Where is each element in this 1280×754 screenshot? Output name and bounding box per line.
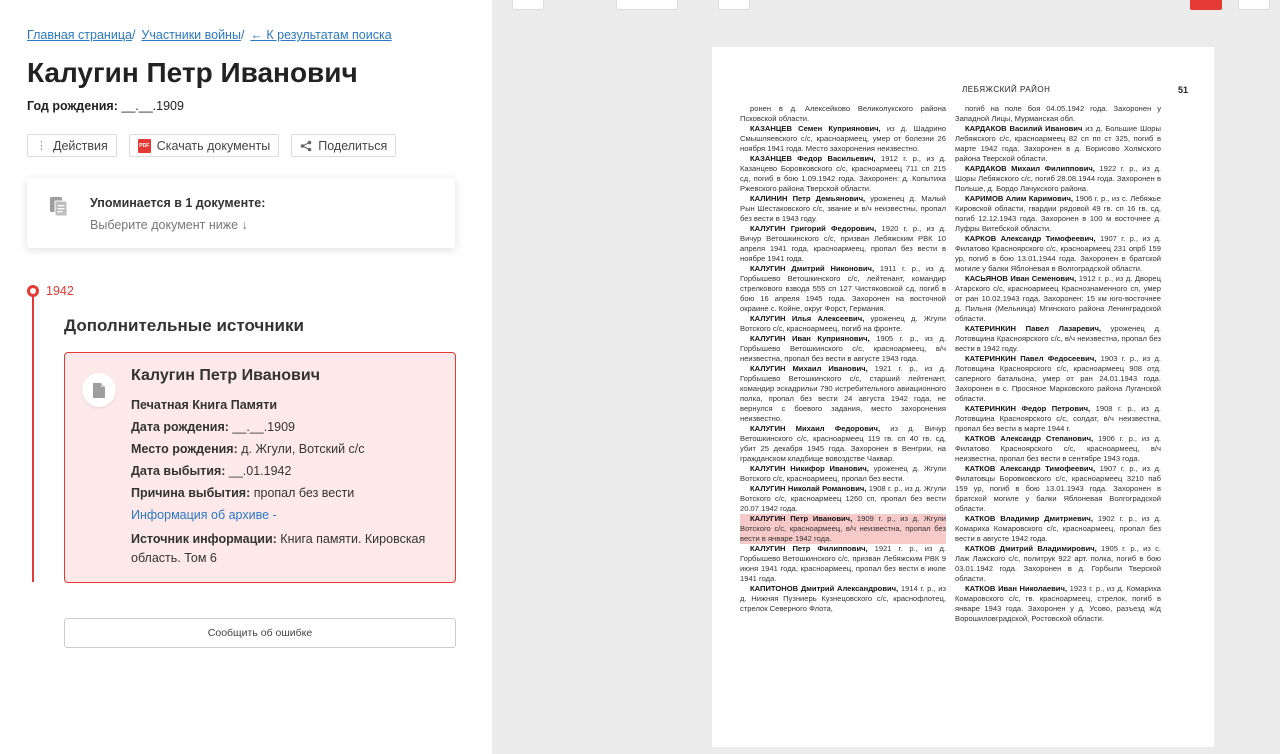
document-right-column — [955, 104, 1161, 624]
record-birth-date — [131, 420, 295, 434]
birth-year-value: __.__.1909 — [117, 99, 184, 113]
document-entry — [740, 584, 946, 614]
entry-text: погиб на поле боя 04.05.1942 года. Захоронен у Западной Лицы, Мурманская обл. — [955, 104, 1161, 123]
document-entry — [740, 424, 946, 464]
birth-place-label: Место рождения: — [131, 442, 238, 456]
document-entry — [740, 544, 946, 584]
viewer-zoom-button[interactable] — [718, 0, 750, 10]
viewer-print-button[interactable] — [1238, 0, 1270, 10]
document-entry — [740, 224, 946, 264]
breadcrumb-home-link[interactable]: Главная страница — [27, 28, 132, 42]
entry-text: 1914 г. р., из д. Нижняя Пузниерь Кузнецовского с/с, краснофлотец, стрелок Северного Флота, — [740, 584, 946, 613]
document-entry — [740, 364, 946, 424]
entry-text: 1920 г. р., из д. Вичур Ветошкинского с/с, призван Лебяжским РВК 10 апреля 1941 года, красноармеец, пропал без вести в ноябре 1941 года. — [740, 224, 946, 263]
document-left-column — [740, 104, 946, 614]
record-departure-reason — [131, 486, 354, 500]
entry-text: 1905 г. р., из д. Горбышево Ветошкинского с/с, красноармеец, в/ч неизвестна, пропал без вести в августе 1943 года. — [740, 334, 946, 363]
viewer-page-input[interactable] — [616, 0, 678, 10]
mentions-title: Упоминается в 1 документе: — [90, 196, 266, 210]
entry-name: КАТКОВ Иван Николаевич, — [965, 584, 1067, 593]
entry-text: 1907 г. р., из д. Филатовцы Боровковского с/с, красноармеец 3210 паб 159 ур, погиб в бою 13.01.1943 года. Захоронен в братской могиле у балки Яблоневая Волгоградской области. — [955, 464, 1162, 513]
entry-text: 1905 г. р., из с. Лаж Лажского с/с, политрук 922 арт. полка, погиб в бою 03.01.1942 года. Захоронен в д. Горбыли Тверской области. — [955, 544, 1162, 583]
timeline-dot — [27, 285, 39, 297]
entry-name: КАТКОВ Александр Степанович, — [965, 434, 1094, 443]
mentions-card — [27, 178, 455, 248]
entry-name: КАРДАКОВ Михаил Филиппович, — [965, 164, 1095, 173]
birth-year — [27, 99, 184, 113]
entry-text: 1903 г. р., из д. Лотовщина Красноярского с/с, красноармеец 908 отд. саперного батальона, умер от ран 24.01.1943 года. Захоронен в с. Просяное Марковского района Луганской области. — [955, 354, 1161, 403]
entry-name: КАТКОВ Дмитрий Владимирович, — [965, 544, 1097, 553]
document-header: ЛЕБЯЖСКИЙ РАЙОН — [962, 85, 1051, 94]
entry-name: КАРДАКОВ Василий Иванович — [965, 124, 1083, 133]
document-icon — [82, 373, 116, 407]
departure-date-label: Дата выбытия: — [131, 464, 226, 478]
entry-text: 1912 г. р., из д. Дворец Атарского с/с, красноармеец Краснознаменного сп, умер от ран 10.02.1943 года. Захоронен: 15 км юго-восточнее д. Пильня (Мельница) Мгинского района Ленинградской области. — [955, 274, 1161, 323]
share-label: Поделиться — [318, 138, 388, 153]
entry-text: уроженец д. Жгули Вотского с/с, красноармеец, пропал без вести. — [740, 464, 946, 483]
document-entry — [955, 164, 1161, 194]
section-title: Дополнительные источники — [64, 316, 304, 335]
entry-text: 1906 г. р., из д. Филатово Красноярского с/с, красноармеец, в/ч неизвестна, пропал без вести в сентябре 1943 года. — [955, 434, 1161, 463]
document-entry — [740, 314, 946, 334]
archive-info-link[interactable]: Информация об архиве - — [131, 508, 277, 522]
birth-place-value: д. Жгули, Вотский с/с — [237, 442, 365, 456]
document-page-number: 51 — [1178, 85, 1189, 95]
entry-name: КАТЕРИНКИН Федор Петрович, — [965, 404, 1091, 413]
entry-text: 1922 г. р., из д. Шоры Лебяжского с/с, погиб 28.08.1944 года. Захоронен в Польше, д. Бордо Лачукского района. — [955, 164, 1161, 193]
entry-name: КАЛУГИН Михаил Федорович, — [750, 424, 881, 433]
entry-name: КАЗАНЦЕВ Федор Васильевич, — [750, 154, 876, 163]
entry-name: КАЛУГИН Петр Иванович, — [750, 514, 853, 523]
documents-icon — [49, 196, 69, 218]
record-info-source — [131, 530, 431, 569]
document-entry — [955, 514, 1161, 544]
document-entry — [955, 124, 1161, 164]
document-entry — [740, 484, 946, 514]
record-birth-place — [131, 442, 365, 456]
document-entry — [955, 584, 1161, 624]
pdf-icon: PDF — [138, 139, 151, 153]
record-name: Калугин Петр Иванович — [131, 367, 320, 384]
info-source-value: Книга памяти. Кировская область. Том 6 — [131, 532, 426, 566]
document-entry — [955, 274, 1161, 324]
action-toolbar — [27, 134, 396, 157]
document-entry — [740, 104, 946, 124]
entry-text: 1906 г. р., из с. Лебяжье Кировской области, гвардии рядовой 49 гв. сп 16 гв. сд, погиб 12.12.1943 года. Захоронен в 100 м восточнее д. Луфры Витебской области. — [955, 194, 1161, 233]
more-vertical-icon: ⋮ — [36, 140, 47, 152]
document-entry — [955, 194, 1161, 234]
entry-text: 1921 г. р., из д. Горбышево Ветошкинского с/с, призван Лебяжским РВК 9 июня 1941 года, красноармеец, пропал без вести в июле 1941 года. — [740, 544, 946, 583]
departure-reason-value: пропал без вести — [250, 486, 355, 500]
entry-name: КАЛУГИН Григорий Федорович, — [750, 224, 877, 233]
entry-name: КАРИМОВ Алим Каримович, — [965, 194, 1074, 203]
viewer-prev-button[interactable] — [512, 0, 544, 10]
page-title: Калугин Петр Иванович — [27, 57, 358, 88]
entry-name: КАТЕРИНКИН Павел Федосеевич, — [965, 354, 1097, 363]
download-label: Скачать документы — [156, 138, 271, 153]
record-departure-date — [131, 464, 291, 478]
document-entry — [740, 464, 946, 484]
entry-name: КАЛУГИН Дмитрий Никонович, — [750, 264, 875, 273]
entry-name: КАЛУГИН Петр Филиппович, — [750, 544, 868, 553]
entry-name: КАТЕРИНКИН Павел Лазаревич, — [965, 324, 1102, 333]
entry-name: КАРКОВ Александр Тимофеевич, — [965, 234, 1096, 243]
entry-text: 1921 г. р., из д. Горбышево Ветошкинского с/с, старший лейтенант, командир эскадрильи 790 истребительного авиационного полка, пропал без вести 24 августа 1942 года, не вернулся с боевого задания, место захоронения неизвестно. — [740, 364, 946, 423]
entry-name: КАЛУГИН Николай Романович, — [750, 484, 867, 493]
entry-text: уроженец д. Малый Рын Шестаковского с/с, звание и в/ч неизвестны, пропал без вести в 1943 году. — [740, 194, 946, 223]
entry-text: 1912 г. р., из д. Казанцево Боровковского с/с, красноармеец 711 сп 215 сд, погиб в бою 1.09.1942 года. Захоронен: д. Копытиха Ржевского района Тверской области. — [740, 154, 946, 193]
mentions-subtitle: Выберите документ ниже ↓ — [90, 218, 248, 232]
entry-name: КАСЬЯНОВ Иван Семенович, — [965, 274, 1077, 283]
entry-name: КАЛУГИН Никифор Иванович, — [750, 464, 869, 473]
departure-reason-label: Причина выбытия: — [131, 486, 251, 500]
report-error-button[interactable]: Сообщить об ошибке — [64, 618, 456, 648]
entry-name: КАТКОВ Владимир Дмитриевич, — [965, 514, 1093, 523]
entry-name: КАЛИНИН Петр Демьянович, — [750, 194, 866, 203]
actions-label: Действия — [53, 138, 108, 153]
entry-text: 1902 г. р., из д. Комариха Комаровского с/с, красноармеец, пропал без вести в августе 1942 года. — [955, 514, 1161, 543]
entry-text: уроженец д. Жгули Вотского с/с, красноармеец, погиб на фронте. — [740, 314, 946, 333]
birth-year-label: Год рождения: — [27, 99, 118, 113]
actions-button[interactable] — [27, 134, 117, 157]
entry-name: КАЛУГИН Иван Куприянович, — [750, 334, 870, 343]
document-entry — [740, 154, 946, 194]
entry-text: 1923 г. р., из д. Комариха Комаровского с/с, гв. красноармеец, стрелок, погиб в январе 1943 года. Захоронен у д. Усово, разъезд ж/д Ворошиловградской, Ростовской области. — [955, 584, 1162, 623]
document-entry — [740, 194, 946, 224]
entry-name: КАПИТОНОВ Дмитрий Александрович, — [750, 584, 899, 593]
entry-name: КАЛУГИН Илья Алексеевич, — [750, 314, 865, 323]
breadcrumb-participants-link[interactable]: Участники войны — [141, 28, 241, 42]
timeline-line — [32, 290, 34, 582]
document-entry — [740, 264, 946, 314]
entry-text: 1908 г. р., из д. Лотовщина Красноярского с/с, солдат, в/ч неизвестна, пропал без вести в марте 1944 г. — [955, 404, 1161, 433]
entry-text: из д. Шадрино Смышляевского с/с, красноармеец, умер от болезни 26 ноября 1941 года. Место захоронения неизвестно. — [740, 124, 946, 153]
back-to-results-link[interactable]: ← К результатам поиска — [250, 28, 392, 42]
record-source-type: Печатная Книга Памяти — [131, 398, 278, 412]
entry-text: ронен в д. Алексейково Великолукского района Псковской области. — [740, 104, 946, 123]
document-page-image — [712, 47, 1214, 747]
breadcrumb: Главная страница/ Участники войны/ ← К результатам поиска — [27, 28, 392, 42]
record-card[interactable] — [64, 352, 456, 583]
birth-date-value: __.__.1909 — [228, 420, 295, 434]
entry-text: 1909 г. р., из д. Жгули Вотского с/с, красноармеец, в/ч неизвестна, пропал без вести в январе 1942 года. — [740, 514, 947, 543]
share-button[interactable] — [291, 134, 396, 157]
document-entry — [740, 514, 946, 544]
share-icon — [300, 140, 312, 152]
info-source-label: Источник информации: — [131, 532, 277, 546]
entry-text: 1908 г. р., из д. Жгули Вотского с/с, красноармеец 1260 сп, пропал без вести 20.07.1942 года. — [740, 484, 947, 513]
document-entry — [955, 434, 1161, 464]
entry-name: КАЗАНЦЕВ Семен Куприянович, — [750, 124, 881, 133]
entry-text: уроженец д. Лотовщина Красноярского с/с, в/ч неизвестна, пропал без вести в 1942 году. — [955, 324, 1161, 353]
birth-date-label: Дата рождения: — [131, 420, 229, 434]
download-documents-button[interactable] — [129, 134, 279, 157]
viewer-download-button[interactable] — [1190, 0, 1222, 10]
person-panel — [0, 0, 492, 754]
document-entry — [955, 404, 1161, 434]
entry-text: из д. Вичур Ветошкинского с/с, красноармеец 119 гв. сп 40 гв. сд, убит 25 декабря 1945 года. Захоронен в Венгрии, на гражданском кладбище вовоздстве Чаквар. — [740, 424, 946, 463]
timeline-year: 1942 — [46, 284, 74, 298]
document-entry — [955, 104, 1161, 124]
departure-date-value: __.01.1942 — [225, 464, 292, 478]
document-entry — [955, 354, 1161, 404]
entry-text: из д. Большие Шоры Лебяжского с/с, красноармеец 82 сп пп ст 325, погиб в марте 1942 года. Захоронен в д. Борисово Холмского района Тверской области. — [955, 124, 1161, 163]
entry-name: КАТКОВ Александр Тимофеевич, — [965, 464, 1096, 473]
document-entry — [955, 544, 1161, 584]
entry-text: 1907 г. р., из д. Филатово Красноярского с/с, красноармеец 231 опрб 159 ур, погиб в бою 13.01.1944 года. Захоронен в братской могиле у балки Яблоневая в Волгоградской области. — [955, 234, 1161, 273]
document-entry — [955, 234, 1161, 274]
document-entry — [740, 124, 946, 154]
document-entry — [955, 324, 1161, 354]
document-entry — [955, 464, 1161, 514]
entry-text: 1911 г. р., из д. Горбышево Ветошкинского с/с, лейтенант, командир стрелкового взвода 555 сп 127 Чистяковской сд, погиб в бою 16 апреля 1945 года. Захоронен на восточной окраине с. Койне, округ Форст, Германия. — [740, 264, 946, 313]
document-entry — [740, 334, 946, 364]
entry-name: КАЛУГИН Михаил Иванович, — [750, 364, 868, 373]
